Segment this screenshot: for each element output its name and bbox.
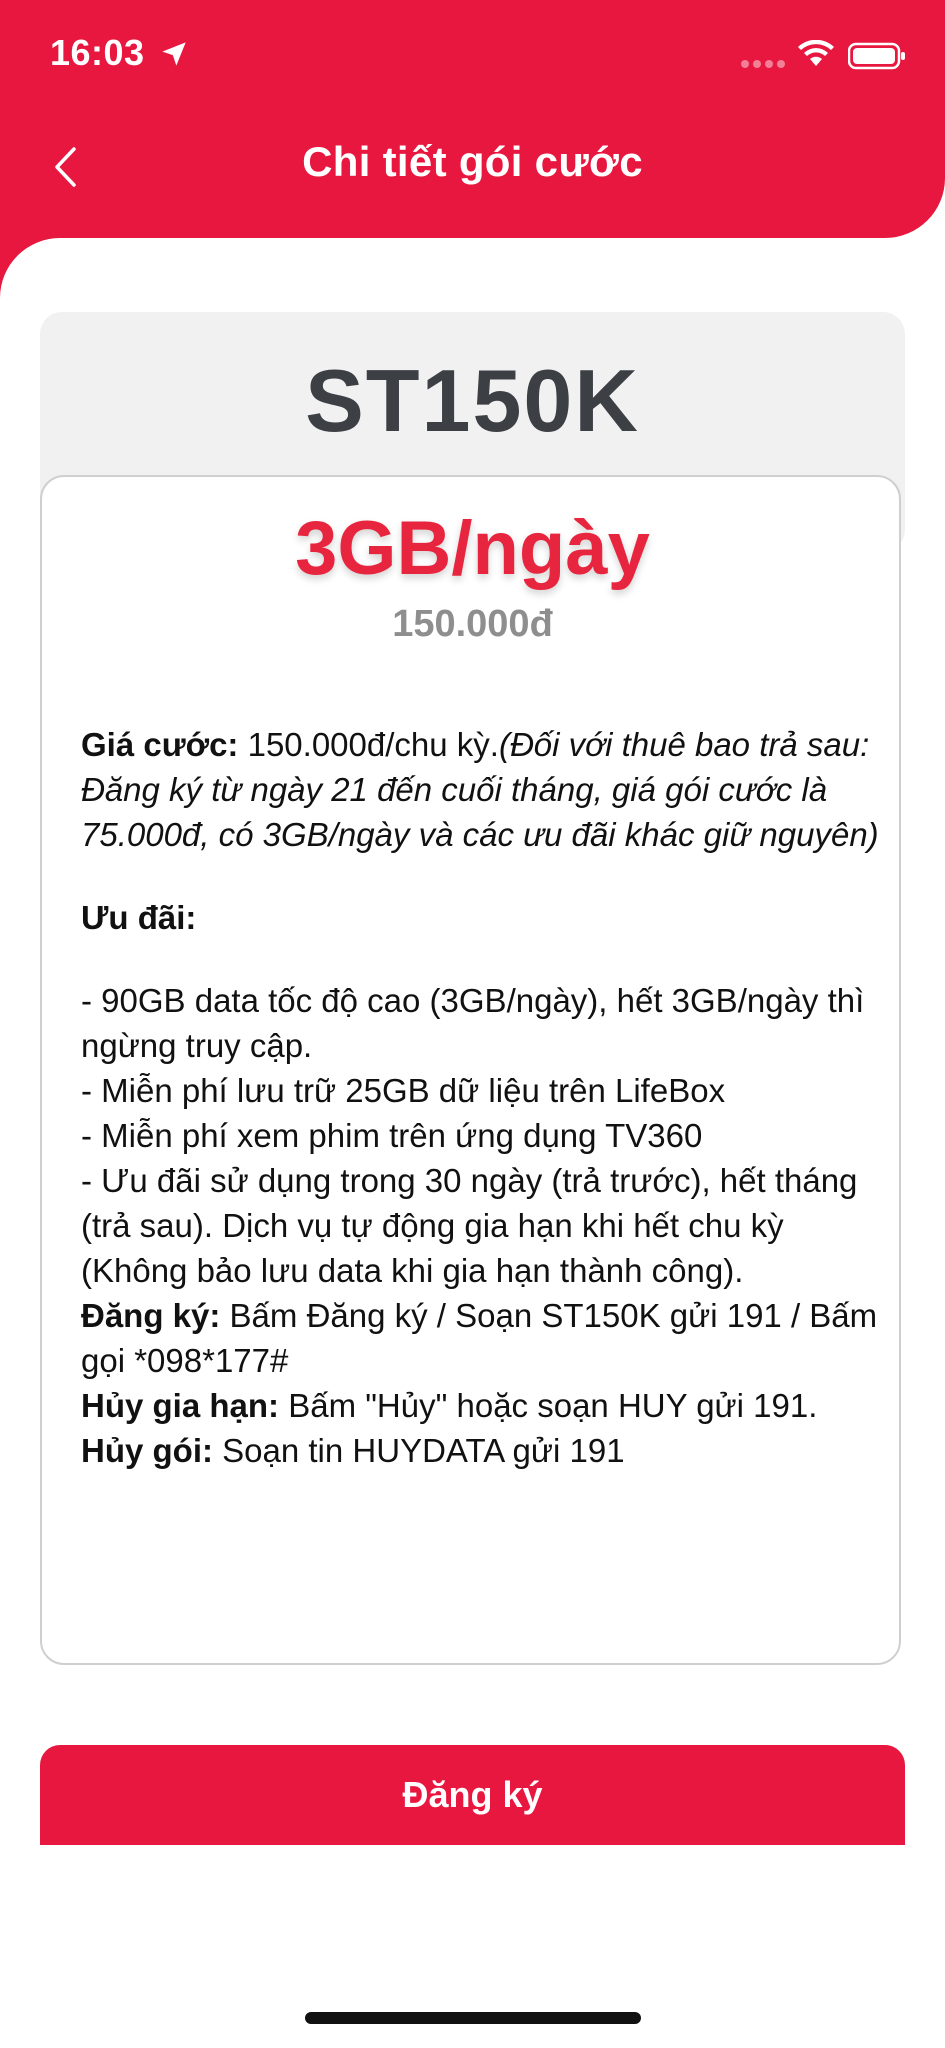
status-bar xyxy=(0,0,945,110)
price-paragraph xyxy=(81,722,881,857)
cancel-paragraph xyxy=(81,1383,881,1473)
cancel-renew-text: Bấm "Hủy" hoặc soạn HUY gửi 191. xyxy=(279,1387,818,1424)
benefits-label: Ưu đãi: xyxy=(81,899,197,936)
price-text: 150.000đ/chu kỳ. xyxy=(238,726,499,763)
cancel-package-label: Hủy gói: xyxy=(81,1432,213,1469)
benefit-item: - 90GB data tốc độ cao (3GB/ngày), hết 3GB/ngày thì ngừng truy cập. xyxy=(81,982,865,1064)
cancel-renew-label: Hủy gia hạn: xyxy=(81,1387,280,1424)
price-note: (Đối với thuê bao trả sau: Đăng ký từ ngày 21 đến cuối tháng, giá gói cước là 75.000đ, có 3GB/ngày và các ưu đãi khác giữ nguyên) xyxy=(81,726,879,853)
price-label: Giá cước: xyxy=(81,726,239,763)
benefit-item: - Miễn phí lưu trữ 25GB dữ liệu trên LifeBox xyxy=(81,1072,726,1109)
location-arrow-icon xyxy=(160,40,188,68)
wifi-icon xyxy=(798,40,834,68)
register-label: Đăng ký: xyxy=(81,1297,221,1334)
header-curve xyxy=(0,238,60,298)
register-paragraph xyxy=(81,1293,881,1383)
benefit-item: - Miễn phí xem phim trên ứng dụng TV360 xyxy=(81,1117,703,1154)
home-indicator xyxy=(305,2012,641,2024)
page-title: Chi tiết gói cước xyxy=(302,138,643,185)
package-code: ST150K xyxy=(305,351,640,450)
cancel-package-text: Soạn tin HUYDATA gửi 191 xyxy=(212,1432,625,1469)
battery-icon xyxy=(848,42,906,70)
status-time: 16:03 xyxy=(50,32,145,73)
cellular-signal-icon xyxy=(740,58,788,70)
package-data-amount: 3GB/ngày xyxy=(295,506,650,591)
package-description xyxy=(81,722,881,1473)
benefit-item: - Ưu đãi sử dụng trong 30 ngày (trả trước), hết tháng (trả sau). Dịch vụ tự động gia hạn khi hết chu kỳ (Không bảo lưu data khi gia hạn thành công). xyxy=(81,1162,858,1289)
register-button[interactable]: Đăng ký xyxy=(40,1745,905,1845)
package-price: 150.000đ xyxy=(392,603,553,645)
register-text: Bấm Đăng ký / Soạn ST150K gửi 191 / Bấm gọi *098*177# xyxy=(81,1297,878,1379)
